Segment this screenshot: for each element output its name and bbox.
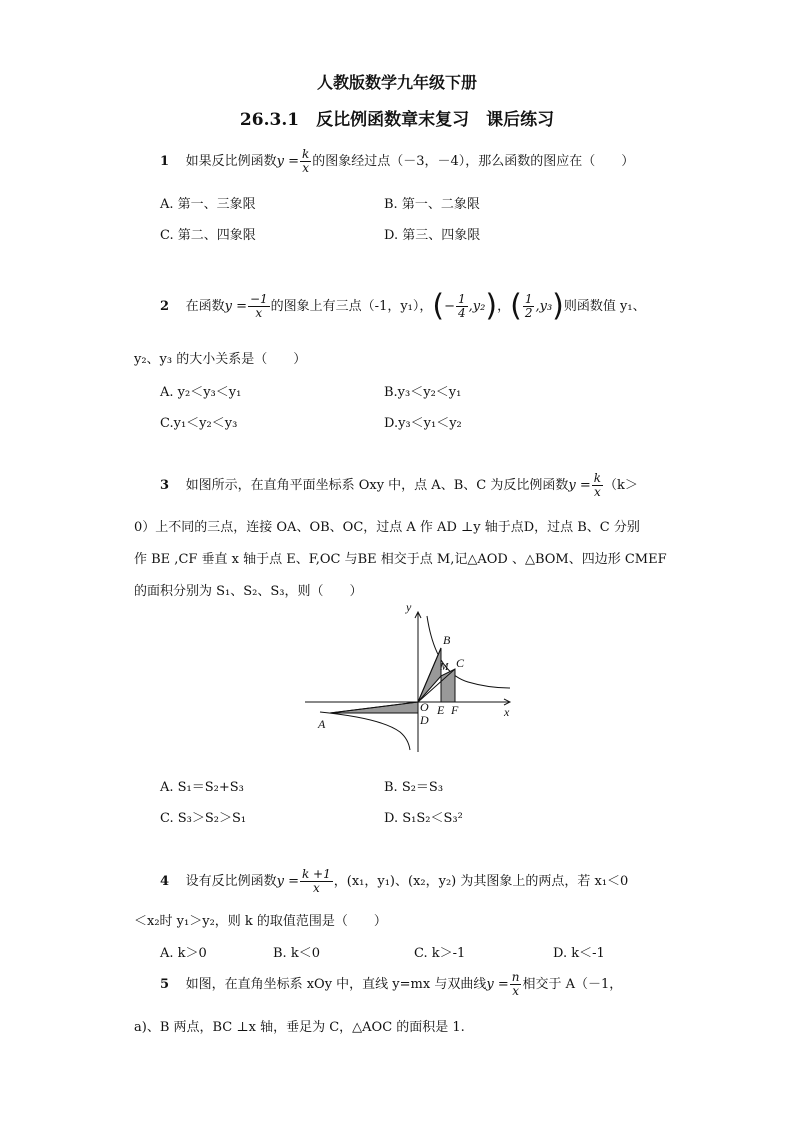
label-e: E — [437, 703, 445, 717]
option-a: A. k＞0 — [160, 946, 207, 961]
option-c: C.y₁＜y₂＜y₃ — [160, 416, 238, 431]
option-c: C. S₃＞S₂＞S₁ — [160, 811, 247, 826]
label-o: O — [420, 700, 429, 714]
fraction: $\frac{1}{2}$ — [524, 292, 533, 320]
label-a: A — [318, 717, 326, 731]
question-5-stem: 5 如图，在直角坐标系 xOy 中，直线 y=mx 与双曲线y = $\frac{n}{x}$ 相交于 A（－1， — [160, 970, 623, 998]
question-number: 3 — [160, 478, 170, 493]
option-a: A. y₂＜y₃＜y₁ — [160, 385, 242, 400]
label-c: C — [456, 656, 465, 670]
option-d: D. 第三、四象限 — [384, 228, 481, 243]
question-number: 1 — [160, 154, 170, 169]
question-3-line-2: 0）上不同的三点，连接 OA、OB、OC，过点 A 作 AD ⊥y 轴于点D，过点 B、C 分别 — [134, 520, 640, 535]
option-b: B. S₂＝S₃ — [384, 780, 444, 795]
option-a: A. 第一、三象限 — [160, 197, 256, 212]
document-title: 人教版数学九年级下册 — [316, 73, 477, 92]
question-5-line-2: a)、B 两点，BC ⊥x 轴，垂足为 C，△AOC 的面积是 1. — [134, 1020, 465, 1035]
label-d: D — [420, 713, 429, 727]
question-4-stem: 4 设有反比例函数y = $\frac{k +1}{x}$ ，(x₁，y₁)、(x₂，y₂) 为其图象上的两点，若 x₁＜0 — [160, 867, 629, 895]
fraction: $\frac{1}{4}$ — [458, 292, 466, 320]
label-x: x — [504, 705, 510, 719]
fraction: $\frac{-1}{x}$ — [249, 292, 268, 320]
label-m: M — [440, 662, 449, 673]
question-2-stem: 2 在函数y = $\frac{-1}{x}$ 的图象上有三点（-1，y₁），(− $\frac{1}{4}$ ,y₂)，( $\frac{1}{2}$ ,y₃)则函数值 y₁、 — [160, 288, 646, 324]
fraction: $\frac{k}{x}$ — [593, 471, 601, 499]
question-number: 4 — [160, 874, 170, 889]
question-2-line-2: y₂、y₃ 的大小关系是（ ） — [134, 352, 307, 367]
label-f: F — [451, 703, 459, 717]
question-number: 5 — [160, 977, 170, 992]
question-number: 2 — [160, 299, 170, 314]
coordinate-figure — [300, 598, 520, 758]
fraction: $\frac{k}{x}$ — [301, 147, 310, 175]
option-b: B. 第一、二象限 — [384, 197, 480, 212]
quadrilateral-cmef — [441, 669, 455, 702]
option-c: C. k＞-1 — [414, 946, 466, 961]
question-4-line-2: ＜x₂时 y₁＞y₂，则 k 的取值范围是（ ） — [134, 914, 387, 929]
question-3-stem: 3 如图所示，在直角平面坐标系 Oxy 中，点 A、B、C 为反比例函数y = $\frac{k}{x}$ （k＞ — [160, 471, 638, 499]
option-d: D. k＜-1 — [553, 946, 605, 961]
question-1-stem: 1 如果反比例函数y = $\frac{k}{x}$ 的图象经过点（－3，－4），那么函数的图应在（ ） — [160, 147, 635, 175]
question-3-line-4: 的面积分别为 S₁、S₂、S₃，则（ ） — [134, 584, 363, 599]
option-b: B.y₃＜y₂＜y₁ — [384, 385, 462, 400]
hyperbola-branch-2 — [320, 712, 410, 750]
document-subtitle: 26.3.1 反比例函数章末复习 课后练习 — [239, 110, 555, 130]
fraction: $\frac{k +1}{x}$ — [301, 867, 331, 895]
fraction: $\frac{n}{x}$ — [511, 970, 520, 998]
label-b: B — [443, 633, 451, 647]
label-y: y — [406, 600, 412, 614]
option-a: A. S₁＝S₂+S₃ — [160, 780, 244, 795]
option-c: C. 第二、四象限 — [160, 228, 256, 243]
option-b: B. k＜0 — [273, 946, 320, 961]
question-3-line-3: 作 BE ,CF 垂直 x 轴于点 E、F,OC 与BE 相交于点 M,记△AOD 、△BOM、四边形 CMEF — [134, 552, 667, 567]
option-d: D. S₁S₂＜S₃² — [384, 811, 463, 826]
option-d: D.y₃＜y₁＜y₂ — [384, 416, 462, 431]
